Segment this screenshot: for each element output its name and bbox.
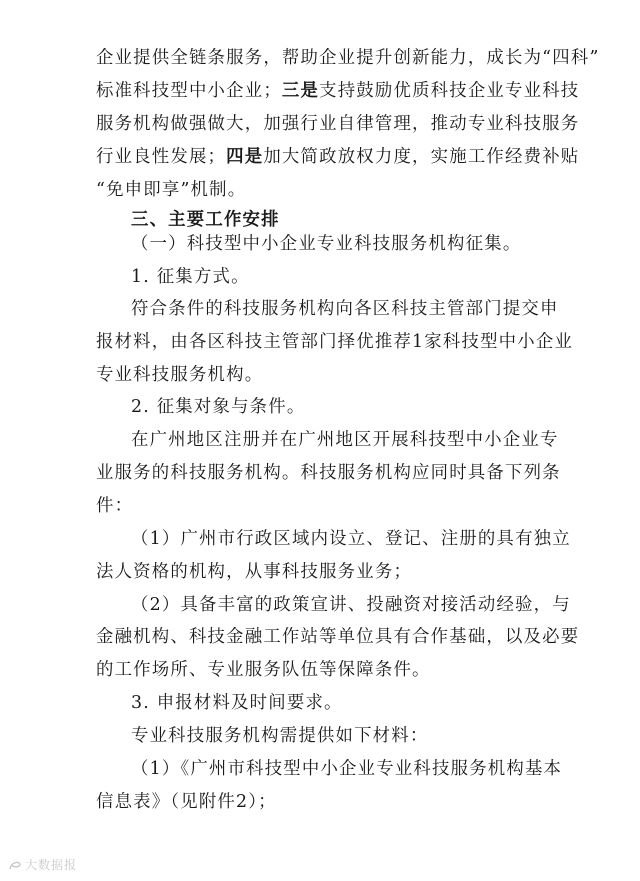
line-text: 法人资格的机构，从事科技服务业务； [96, 562, 413, 582]
text-line [96, 790, 277, 814]
text-line [131, 297, 559, 321]
line-text: 加大简政放权力度，实施工作经费补贴 [263, 147, 580, 167]
line-text: 1. 征集方式。 [131, 267, 250, 287]
text-line [96, 79, 579, 103]
text-line [131, 428, 559, 452]
line-text: 行业良性发展； [96, 147, 227, 167]
line-text: 信息表》（见附件2）； [96, 792, 277, 812]
text-line [131, 757, 562, 781]
text-line [96, 112, 579, 136]
line-text: 标准科技型中小企业； [96, 81, 282, 101]
text-line [96, 658, 431, 682]
text-line [131, 265, 250, 289]
line-text: 业服务的科技服务机构。科技服务机构应同时具备下列条 [96, 463, 561, 483]
text-line [96, 560, 412, 584]
text-line [96, 494, 133, 518]
text-line [131, 232, 521, 256]
line-text: 符合条件的科技服务机构向各区科技主管部门提交申 [131, 299, 559, 319]
text-line [96, 330, 573, 354]
line-text: （1）《广州市科技型中小企业专业科技服务机构基本 [131, 759, 563, 779]
logo-swirl-icon [8, 858, 22, 872]
watermark-text: 大数据报 [25, 858, 78, 872]
line-text: 的工作场所、专业服务队伍等保障条件。 [96, 660, 431, 680]
line-text: （1）广州市行政区域内设立、登记、注册的具有独立 [131, 529, 571, 549]
line-text: 服务机构做强做大，加强行业自律管理，推动专业科技服务 [96, 114, 580, 134]
line-text: （2）具备丰富的政策宣讲、投融资对接活动经验，与 [131, 595, 571, 615]
emphasis-text: 三是 [281, 81, 320, 101]
text-line [131, 208, 280, 232]
text-line [96, 625, 579, 649]
text-line [131, 593, 571, 617]
line-text: 2. 征集对象与条件。 [131, 397, 306, 417]
line-text: 3. 申报材料及时间要求。 [131, 693, 343, 713]
line-text: 件： [96, 496, 134, 516]
line-text: 在广州地区注册并在广州地区开展科技型中小企业专 [131, 430, 559, 450]
emphasis-text: 四是 [226, 147, 264, 167]
line-text: 金融机构、科技金融工作站等单位具有合作基础，以及必要 [96, 627, 580, 647]
line-text: （一）科技型中小企业专业科技服务机构征集。 [131, 234, 522, 254]
line-text: 报材料，由各区科技主管部门择优推荐1家科技型中小企业 [96, 332, 574, 352]
watermark [8, 856, 77, 873]
text-line [131, 527, 571, 551]
text-line [131, 724, 428, 748]
text-line [131, 691, 343, 715]
text-line [96, 178, 246, 202]
text-line [96, 363, 263, 387]
text-line [131, 395, 305, 419]
line-text: 专业科技服务机构。 [96, 365, 264, 385]
line-text: 企业提供全链条服务，帮助企业提升创新能力，成长为“四科” [96, 48, 600, 68]
line-text: 支持鼓励优质科技企业专业科技 [319, 81, 580, 101]
text-line [96, 46, 600, 70]
text-line [96, 461, 561, 485]
text-line [96, 145, 579, 169]
emphasis-text: 三、主要工作安排 [131, 210, 280, 230]
line-text: 专业科技服务机构需提供如下材料： [131, 726, 429, 746]
line-text: “免申即享”机制。 [96, 180, 247, 200]
